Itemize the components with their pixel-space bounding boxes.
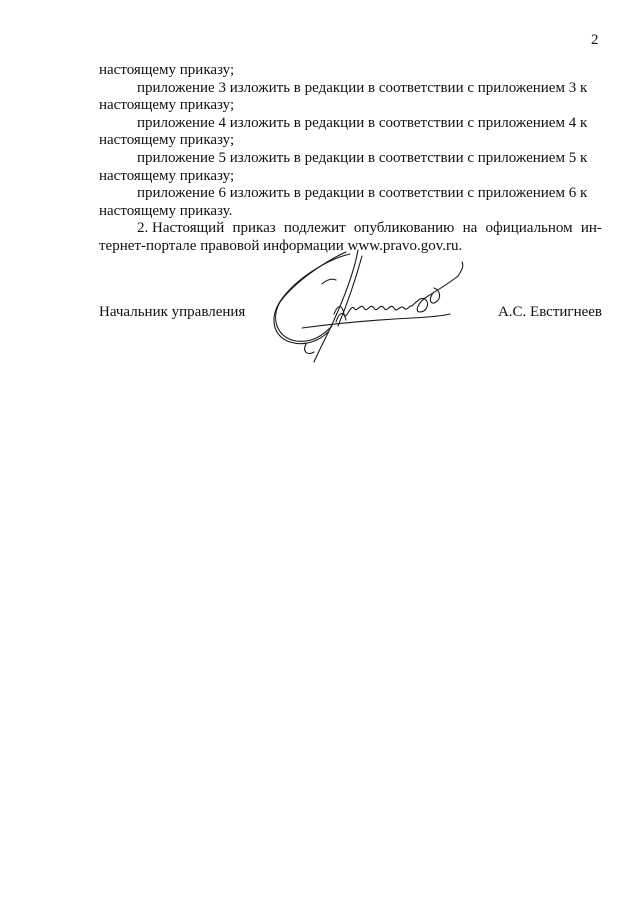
paragraph-appendix-4-line-2: настоящему приказу;	[99, 132, 235, 149]
handwritten-signature	[262, 244, 472, 374]
paragraph-appendix-5-line-2: настоящему приказу;	[99, 167, 235, 184]
item-2-word: приказ	[232, 220, 276, 237]
item-2-word: официальном	[485, 220, 573, 237]
item-2-word: на	[462, 220, 478, 237]
paragraph-continuation: настоящему приказу;	[99, 62, 235, 78]
item-2-word: опубликованию	[353, 220, 455, 237]
paragraph-appendix-4-line-1: приложение 4 изложить в редакции в соответствии с приложением 4 к	[137, 114, 588, 131]
paragraph-appendix-6-line-1: приложение 6 изложить в редакции в соответствии с приложением 6 к	[137, 185, 588, 202]
document-body	[99, 62, 602, 256]
paragraph-item-2-line-2: тернет-портале правовой информации www.pravo.gov.ru.	[99, 237, 463, 254]
paragraph-appendix-5-line-1: приложение 5 изложить в редакции в соответствии с приложением 5 к	[137, 149, 588, 166]
paragraph-appendix-3-line-2: настоящему приказу;	[99, 97, 235, 114]
signatory-name: А.С. Евстигнеев	[497, 304, 602, 320]
item-2-word: ин-	[580, 220, 602, 237]
paragraph-appendix-3-line-1: приложение 3 изложить в редакции в соответствии с приложением 3 к	[137, 79, 588, 96]
paragraph-item-2-line-1	[99, 220, 602, 238]
item-2-word: 2. Настоящий	[137, 220, 225, 237]
signatory-position: Начальник управления	[99, 304, 246, 320]
paragraph-appendix-6-line-2: настоящему приказу.	[99, 202, 233, 219]
page-number: 2	[591, 32, 599, 48]
item-2-word: подлежит	[283, 220, 346, 237]
